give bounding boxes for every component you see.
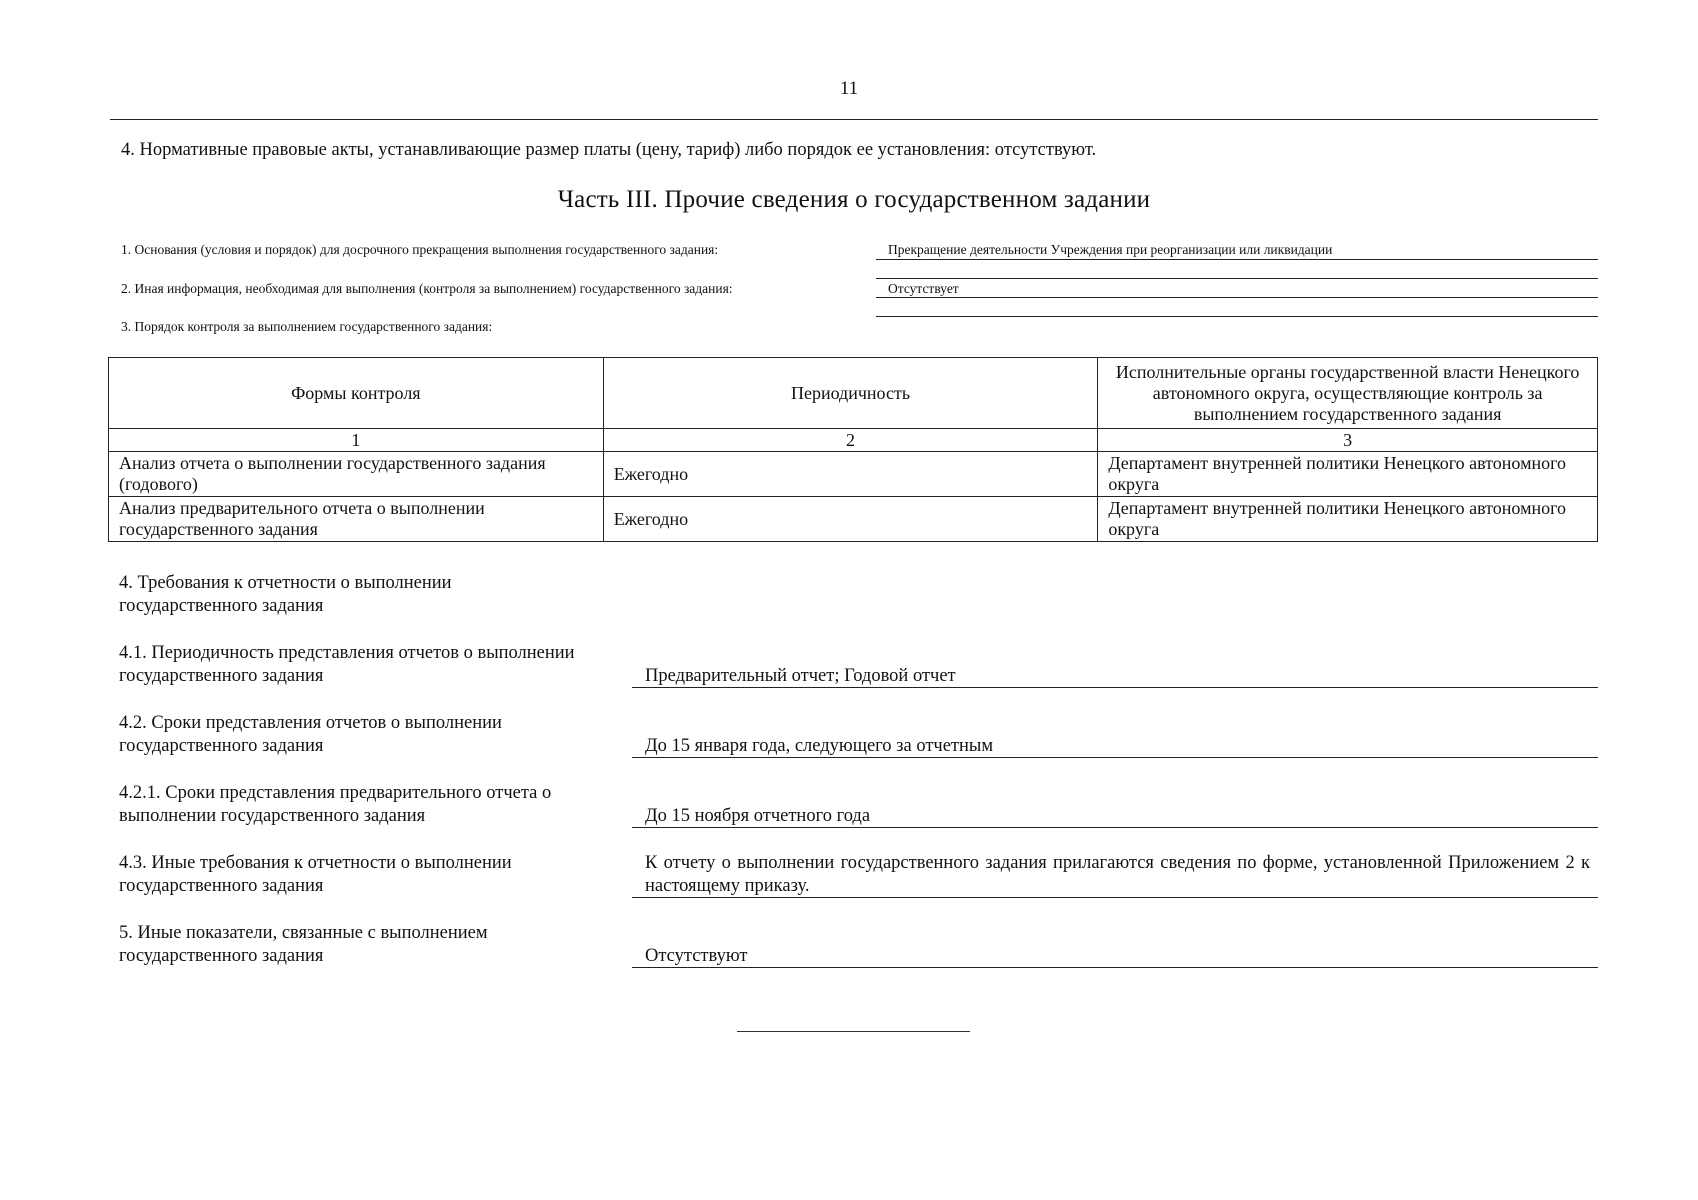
termination-label: 1. Основания (условия и порядок) для досрочного прекращения выполнения государственного задания: <box>121 242 719 257</box>
column-number: 3 <box>1098 429 1598 452</box>
header-periodicity: Периодичность <box>603 358 1098 429</box>
reporting-value-4-2-1: До 15 ноября отчетного года <box>645 806 871 826</box>
header-forms-of-control: Формы контроля <box>109 358 604 429</box>
control-form-cell: Анализ предварительного отчета о выполнении государственного задания <box>109 497 604 542</box>
reporting-value-4-1: Предварительный отчет; Годовой отчет <box>645 666 956 686</box>
periodicity-cell: Ежегодно <box>603 452 1098 497</box>
reporting-value-4-2: До 15 января года, следующего за отчетным <box>645 736 994 756</box>
periodicity-cell: Ежегодно <box>603 497 1098 542</box>
control-order-label: 3. Порядок контроля за выполнением государственного задания: <box>121 319 493 334</box>
authority-cell: Департамент внутренней политики Ненецкого автономного округа <box>1098 452 1598 497</box>
header-authorities: Исполнительные органы государственной власти Ненецкого автономного округа, осуществляющие контроль за выполнением государственного задания <box>1098 358 1598 429</box>
reporting-underline-4-2-1 <box>632 827 1598 828</box>
reporting-label-4-1: 4.1. Периодичность представления отчетов о выполнении государственного задания <box>119 643 575 686</box>
reporting-heading: 4. Требования к отчетности о выполнении государственного задания <box>119 573 452 616</box>
table-row <box>109 497 1598 542</box>
table-row <box>109 452 1598 497</box>
other-info-label: 2. Иная информация, необходимая для выполнения (контроля за выполнением) государственного задания: <box>121 281 733 296</box>
termination-underline <box>876 259 1598 260</box>
reporting-label-4-2: 4.2. Сроки представления отчетов о выполнении государственного задания <box>119 713 502 756</box>
reporting-label-4-3: 4.3. Иные требования к отчетности о выполнении государственного задания <box>119 853 512 896</box>
reporting-label-5: 5. Иные показатели, связанные с выполнением государственного задания <box>119 923 488 966</box>
column-number: 1 <box>109 429 604 452</box>
reporting-underline-4-1 <box>632 687 1598 688</box>
page-number: 11 <box>839 78 859 99</box>
control-table-header-row <box>109 358 1598 429</box>
reporting-underline-4-3 <box>632 897 1598 898</box>
part-title: Часть III. Прочие сведения о государственном задании <box>557 186 1151 213</box>
termination-underline-2 <box>876 278 1598 279</box>
termination-value: Прекращение деятельности Учреждения при реорганизации или ликвидации <box>888 242 1333 257</box>
reporting-label-4-2-1: 4.2.1. Сроки представления предварительного отчета о выполнении государственного задания <box>119 783 552 826</box>
reporting-value-5: Отсутствуют <box>645 946 748 966</box>
reporting-underline-4-2 <box>632 757 1598 758</box>
other-info-underline-2 <box>876 316 1598 317</box>
other-info-value: Отсутствует <box>888 281 959 296</box>
authority-cell: Департамент внутренней политики Ненецкого автономного округа <box>1098 497 1598 542</box>
control-form-cell: Анализ отчета о выполнении государственного задания (годового) <box>109 452 604 497</box>
top-rule <box>110 119 1598 120</box>
column-number: 2 <box>603 429 1098 452</box>
reporting-underline-5 <box>632 967 1598 968</box>
end-rule <box>737 1031 970 1032</box>
control-table-number-row <box>109 429 1598 452</box>
reporting-value-4-3: К отчету о выполнении государственного задания прилагаются сведения по форме, установленной Приложением 2 к настоящему приказу. <box>645 853 1590 896</box>
control-table <box>108 357 1598 542</box>
other-info-underline <box>876 297 1598 298</box>
normative-acts-text: 4. Нормативные правовые акты, устанавливающие размер платы (цену, тариф) либо порядок ее установления: отсутствуют. <box>121 140 1097 160</box>
